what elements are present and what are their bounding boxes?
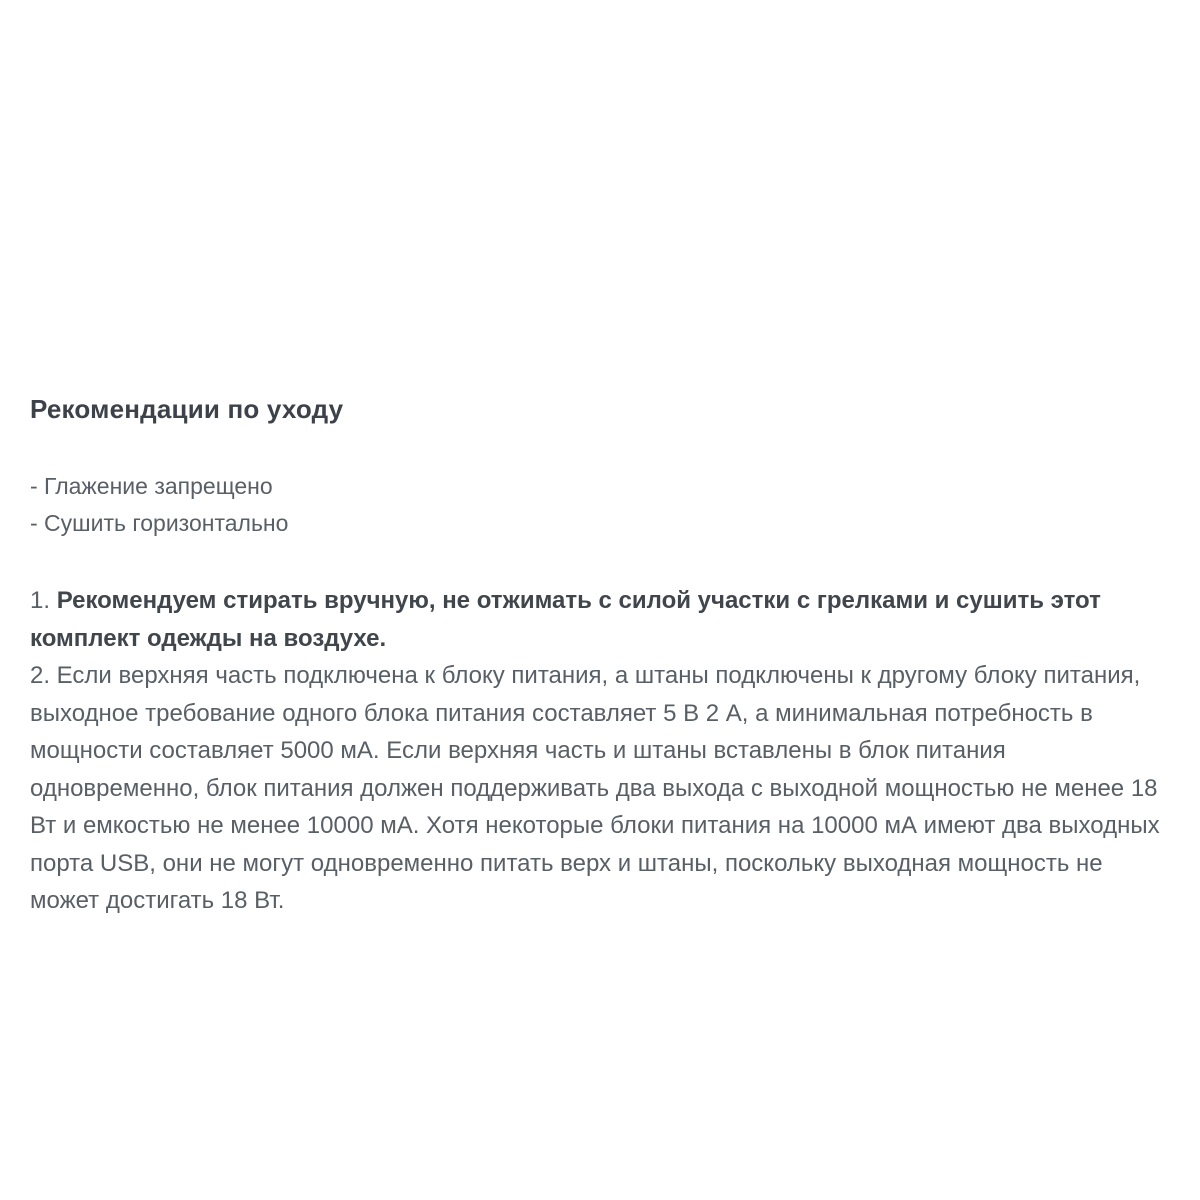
washing-instructions-paragraph — [30, 582, 1170, 657]
care-symbols-list — [30, 468, 1170, 542]
power-supply-instructions-paragraph: 2. Если верхняя часть подключена к блоку питания, а штаны подключены к другому блоку питания, выходное требование одного блока питания составляет 5 В 2 А, а минимальная потребность в мощности составляет 5000 мА. Если верхняя часть и штаны вставлены в блок питания одновременно, блок питания должен поддерживать два выхода с выходной мощностью не менее 18 Вт и емкостью не менее 10000 мА. Хотя некоторые блоки питания на 10000 мА имеют два выходных порта USB, они не могут одновременно питать верх и штаны, поскольку выходная мощность не может достигать 18 Вт. — [30, 662, 1160, 914]
paragraph-1-number: 1. — [30, 587, 57, 614]
paragraph-1-bold-text: Рекомендуем стирать вручную, не отжимать с силой участки с грелками и сушить этот комплект одежды на воздухе. — [30, 587, 1101, 652]
care-item-no-ironing: - Глажение запрещено — [30, 473, 273, 499]
care-item-dry-flat: - Сушить горизонтально — [30, 510, 289, 536]
care-instructions-paragraphs — [30, 582, 1170, 920]
care-recommendations-heading: Рекомендации по уходу — [30, 394, 344, 424]
